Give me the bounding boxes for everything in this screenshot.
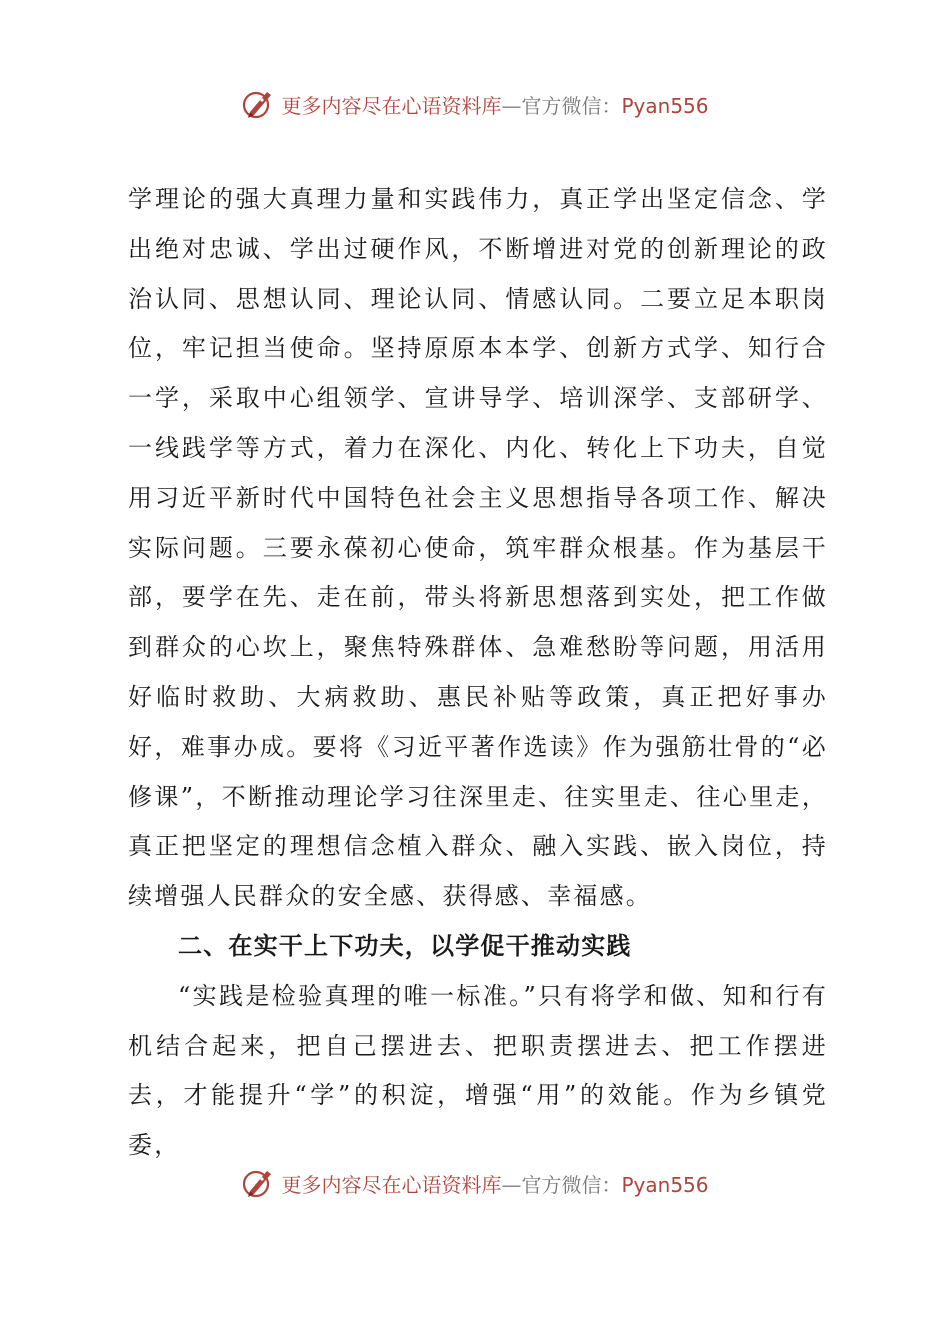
watermark-contact-label: 官方微信： [521,93,622,118]
watermark-text [281,90,708,119]
watermark-brand: 更多内容尽在心语资料库 [281,1172,502,1197]
watermark-brand: 更多内容尽在心语资料库 [281,93,502,118]
section-heading: 二、在实干上下功夫，以学促干推动实践 [178,931,632,960]
pen-nib-logo-icon [241,1165,277,1201]
header-watermark [0,84,950,124]
watermark-contact-label: 官方微信： [521,1172,622,1197]
watermark-contact-id: Pyan556 [621,93,709,118]
watermark-text [281,1169,708,1198]
watermark-separator: — [501,93,522,118]
body-paragraph: 学理论的强大真理力量和实践伟力，真正学出坚定信念、学出绝对忠诚、学出过硬作风，不断增进对党的创新理论的政治认同、思想认同、理论认同、情感认同。二要立足本职岗位，牢记担当使命。坚持原原本本学、创新方式学、知行合一学，采取中心组领学、宣讲导学、培训深学、支部研学、一线践学等方式，着力在深化、内化、转化上下功夫，自觉用习近平新时代中国特色社会主义思想指导各项工作、解决实际问题。三要永葆初心使命，筑牢群众根基。作为基层干部，要学在先、走在前，带头将新思想落到实处，把工作做到群众的心坎上，聚焦特殊群体、急难愁盼等问题，用活用好临时救助、大病救助、惠民补贴等政策，真正把好事办好，难事办成。要将《习近平著作选读》作为强筋壮骨的“必修课”，不断推动理论学习往深里走、往实里走、往心里走，真正把坚定的理想信念植入群众、融入实践、嵌入岗位，持续增强人民群众的安全感、获得感、幸福感。 [128,185,828,911]
document-body [128,175,828,1171]
body-paragraph: “实践是检验真理的唯一标准。”只有将学和做、知和行有机结合起来，把自己摆进去、把职责摆进去、把工作摆进去，才能提升“学”的积淀，增强“用”的效能。作为乡镇党委， [128,981,828,1160]
watermark-contact-id: Pyan556 [621,1172,709,1197]
footer-watermark [0,1163,950,1203]
pen-nib-logo-icon [241,86,277,122]
watermark-separator: — [501,1172,522,1197]
